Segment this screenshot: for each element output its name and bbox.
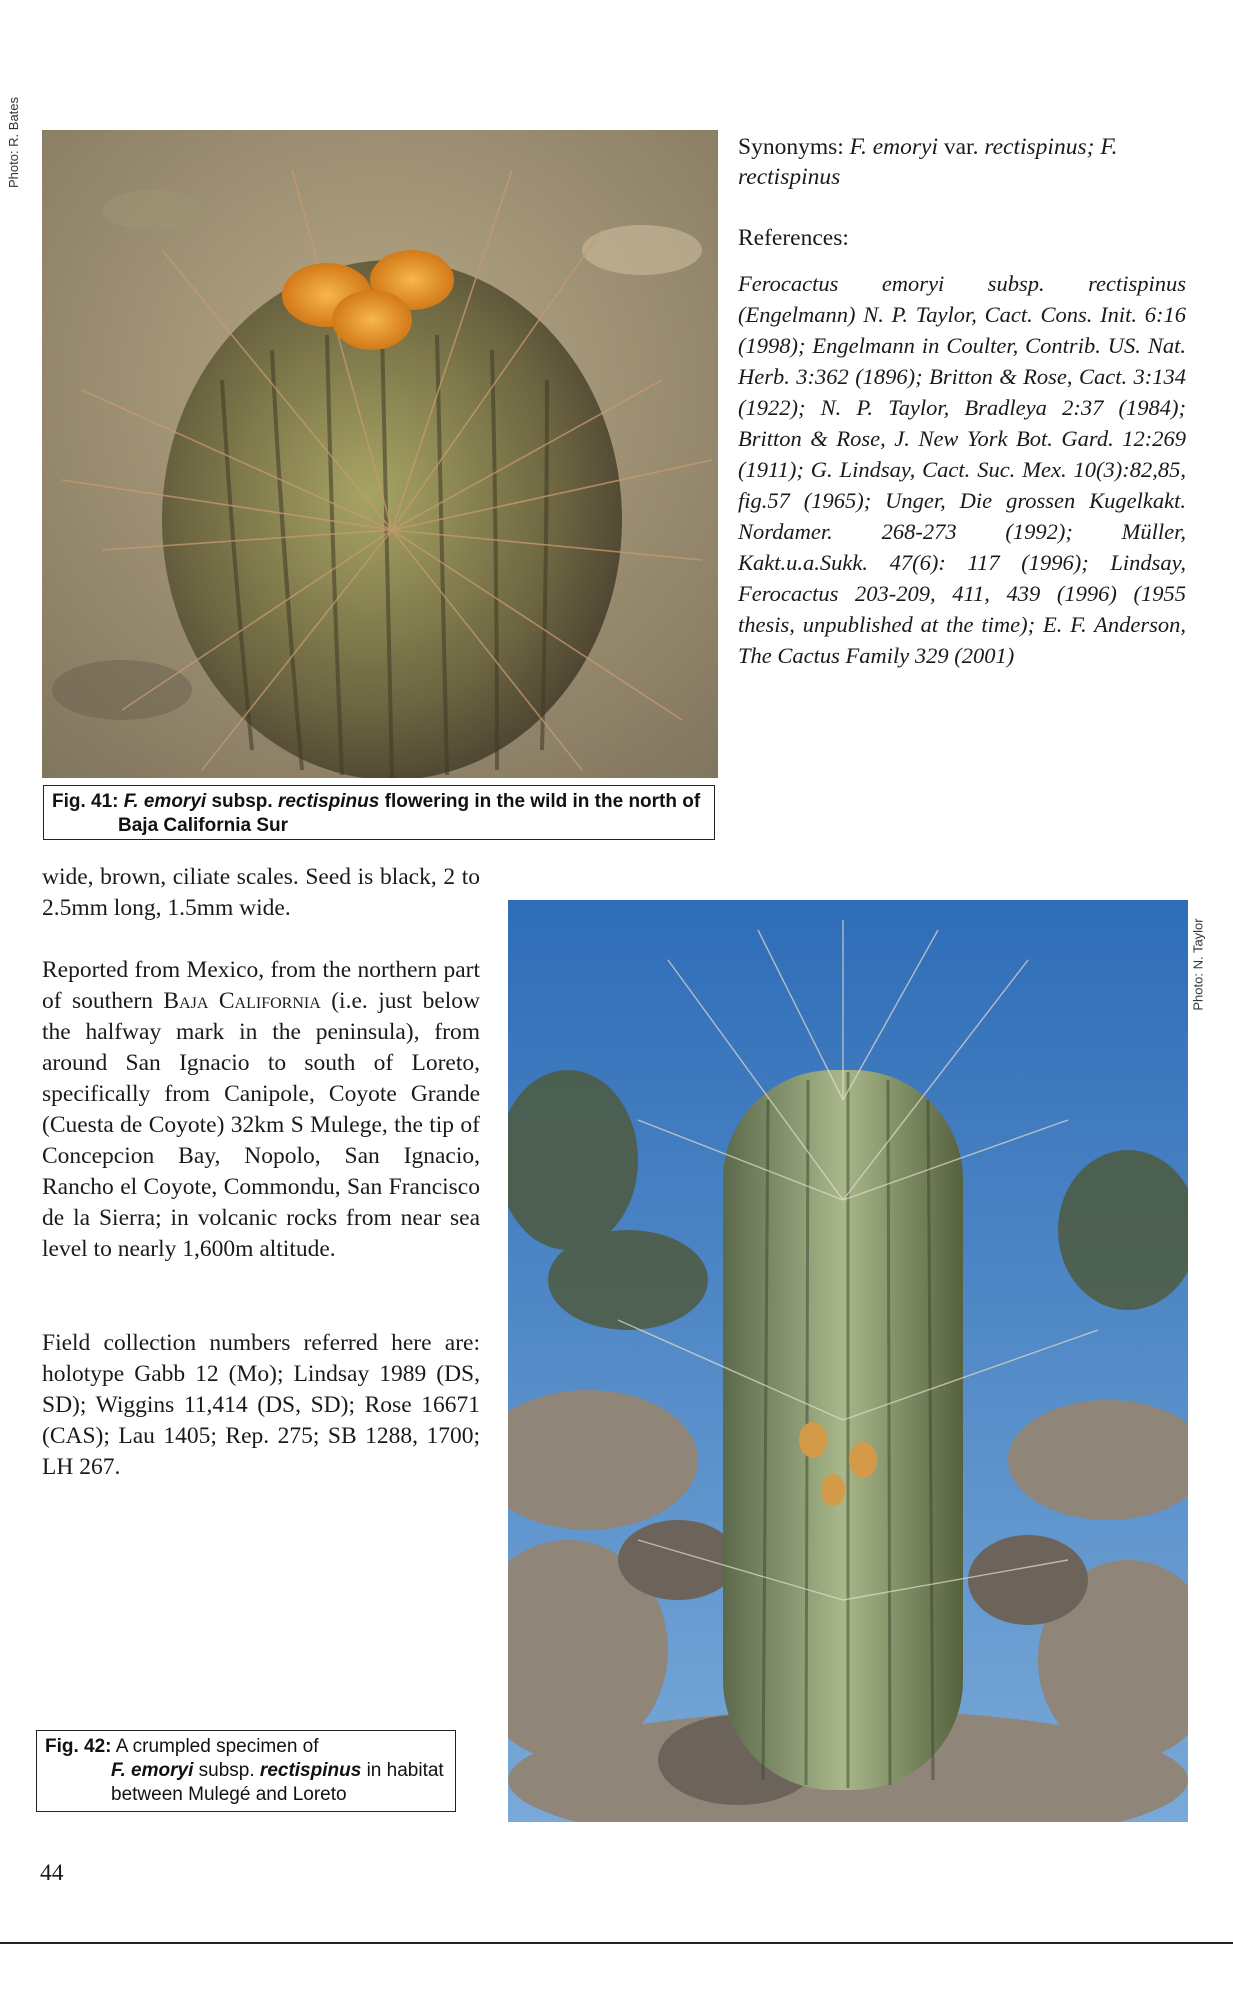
fig42-text2: in habitat	[366, 1760, 444, 1781]
page-number: 44	[40, 1860, 64, 1886]
photo-credit-top: Photo: R. Bates	[6, 96, 22, 189]
fig42-subsp: subsp.	[198, 1760, 255, 1781]
fig41-variety: rectispinus	[277, 791, 380, 812]
fig42-line2	[45, 1759, 447, 1783]
fig42-text1: A crumpled specimen of	[115, 1736, 319, 1757]
fig41-species: F. emoryi	[123, 791, 207, 812]
fig41-caption	[43, 785, 715, 840]
fig42-label: Fig. 42:	[45, 1736, 112, 1757]
paragraph-distribution	[42, 955, 480, 1265]
fig41-subsp: subsp.	[211, 791, 273, 812]
references-text: Ferocactus emoryi subsp. rectispinus (Engelmann) N. P. Taylor, Cact. Cons. Init. 6:16 (1998); Engelmann in Coulter, Contrib. US. Nat. Herb. 3:362 (1896); Britton & Rose, Cact. 3:134 (1922); N. P. Taylor, Bradleya 2:37 (1984); Britton & Rose, J. New York Bot. Gard. 12:269 (1911); G. Lindsay, Cact. Suc. Mex. 10(3):82,85, fig.57 (1965); Unger, Die grossen Kugelkakt. Nordamer. 268-273 (1992); Müller, Kakt.u.a.Sukk. 47(6): 117 (1996); Lindsay, Ferocactus 203-209, 411, 439 (1996) (1955 thesis, unpublished at the time); E. F. Anderson, The Cactus Family 329 (2001)	[738, 271, 1186, 668]
references-heading: References:	[738, 225, 849, 251]
photo-flowering-cactus	[42, 130, 718, 778]
paragraph-seed: wide, brown, ciliate scales. Seed is black, 2 to 2.5mm long, 1.5mm wide.	[42, 864, 480, 921]
distribution-text-b: (i.e. just below the halfway mark in the peninsula), from around San Ignacio to south of Loreto, specifically from Canipole, Coyote Grande (Cuesta de Coyote) 32km S Mulege, the tip of Concepcion Bay, Nopolo, San Ignacio, Rancho el Coyote, Commondu, San Francisco de la Sierra; in volcanic rocks from near sea level to nearly 1,600m altitude.	[42, 988, 481, 1262]
paragraph-field-numbers: Field collection numbers referred here are: holotype Gabb 12 (Mo); Lindsay 1989 (DS, SD); Wiggins 11,414 (DS, SD); Rose 16671 (CAS); Lau 1405; Rep. 275; SB 1288, 1700; LH 267.	[42, 1330, 480, 1480]
fig42-species: F. emoryi	[111, 1760, 194, 1781]
fig42-caption	[36, 1730, 456, 1812]
fig41-label: Fig. 41:	[52, 791, 119, 812]
synonyms-label: Synonyms:	[738, 134, 844, 160]
photo-credit-bottom: Photo: N. Taylor	[1190, 918, 1206, 1011]
page-bottom-rule	[0, 1942, 1233, 1944]
fig42-variety: rectispinus	[259, 1760, 362, 1781]
distribution-text-a: Reported from Mexico, from the northern part of southern	[42, 957, 480, 1014]
fig41-text1: flowering in the wild in the north of	[384, 791, 701, 812]
synonym-var: var.	[943, 134, 979, 160]
synonyms-line	[738, 132, 1186, 192]
synonym-2: rectispinus;	[984, 134, 1095, 160]
synonym-3: F. rectispinus	[738, 134, 1118, 190]
photo-crumpled-specimen	[508, 900, 1188, 1822]
synonym-1: F. emoryi	[849, 134, 938, 160]
fig41-text2: Baja California Sur	[118, 815, 288, 836]
fig42-text3: between Mulegé and Loreto	[111, 1784, 347, 1805]
distribution-region: Baja California	[163, 988, 321, 1014]
